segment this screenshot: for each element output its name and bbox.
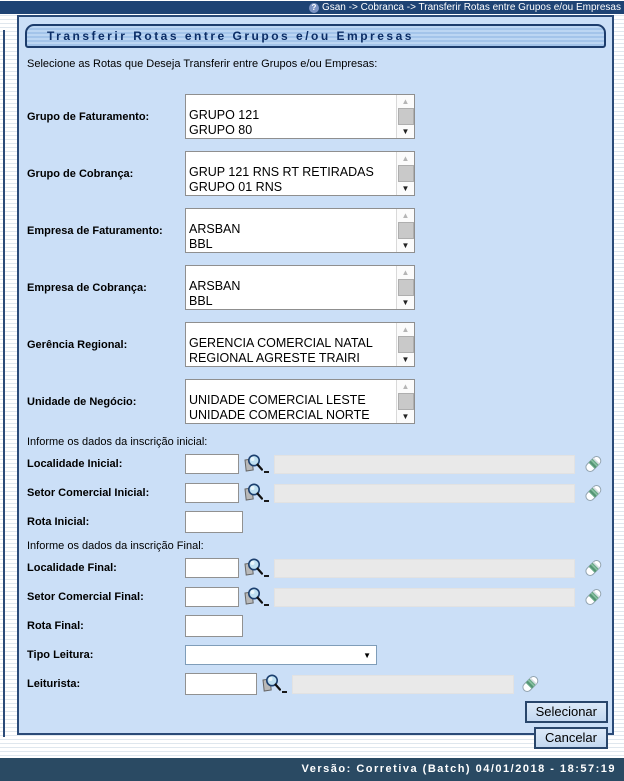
- left-frame-divider: [3, 30, 5, 737]
- eraser-icon[interactable]: [582, 557, 604, 579]
- list-option-blank[interactable]: [186, 323, 414, 336]
- scrollbar[interactable]: [396, 266, 414, 309]
- search-icon[interactable]: [241, 482, 263, 504]
- link-underscore: [264, 471, 269, 473]
- gerencia-regional-listbox[interactable]: [185, 322, 415, 367]
- list-option[interactable]: ARSBAN: [189, 222, 241, 236]
- row-grupo-faturamento: [19, 94, 612, 139]
- empresa-cobranca-label: Empresa de Cobrança:: [27, 281, 147, 294]
- localidade-final-label: Localidade Final:: [27, 562, 117, 574]
- unidade-negocio-listbox[interactable]: [185, 379, 415, 424]
- scroll-up-icon[interactable]: ▲: [401, 211, 410, 220]
- scroll-up-icon[interactable]: ▲: [401, 268, 410, 277]
- intro-text: Selecione as Rotas que Deseja Transferir entre Grupos e/ou Empresas:: [27, 58, 378, 70]
- scroll-down-icon[interactable]: ▼: [401, 355, 410, 364]
- list-option-blank[interactable]: [186, 152, 414, 165]
- eraser-icon[interactable]: [582, 482, 604, 504]
- grupo-faturamento-label: Grupo de Faturamento:: [27, 110, 150, 123]
- search-icon[interactable]: [241, 557, 263, 579]
- version-bar: Versão: Corretiva (Batch) 04/01/2018 - 18:57:19: [0, 758, 624, 781]
- scroll-up-icon[interactable]: ▲: [401, 382, 410, 391]
- search-icon[interactable]: [241, 453, 263, 475]
- scroll-down-icon[interactable]: ▼: [401, 298, 410, 307]
- scroll-down-icon[interactable]: ▼: [401, 127, 410, 136]
- list-option[interactable]: BBL: [189, 237, 213, 251]
- action-buttons: [19, 701, 608, 749]
- setor-inicial-label: Setor Comercial Inicial:: [27, 487, 150, 499]
- row-empresa-cobranca: [19, 265, 612, 310]
- row-rota-final: [19, 614, 612, 638]
- leiturista-display: [292, 675, 514, 694]
- list-option[interactable]: ARSBAN: [189, 279, 241, 293]
- link-underscore: [264, 604, 269, 606]
- scroll-down-icon[interactable]: ▼: [401, 241, 410, 250]
- gerencia-regional-label: Gerência Regional:: [27, 338, 128, 351]
- page-title: Transferir Rotas entre Grupos e/ou Empresas: [25, 24, 606, 48]
- localidade-inicial-label: Localidade Inicial:: [27, 458, 123, 470]
- list-option[interactable]: GRUPO 80: [189, 123, 253, 137]
- setor-final-display: [274, 588, 575, 607]
- row-setor-final: [19, 585, 612, 609]
- scroll-up-icon[interactable]: ▲: [401, 325, 410, 334]
- row-tipo-leitura: [19, 643, 612, 667]
- row-empresa-faturamento: [19, 208, 612, 253]
- tipo-leitura-label: Tipo Leitura:: [27, 649, 94, 661]
- list-option[interactable]: GERENCIA COMERCIAL NATAL: [189, 336, 373, 350]
- rota-final-input[interactable]: [185, 615, 243, 637]
- multiselect-group: [19, 94, 612, 424]
- list-option-blank[interactable]: [186, 95, 414, 108]
- grupo-cobranca-listbox[interactable]: [185, 151, 415, 196]
- eraser-icon[interactable]: [519, 673, 541, 695]
- eraser-icon[interactable]: [582, 453, 604, 475]
- scroll-up-icon[interactable]: ▲: [401, 97, 410, 106]
- cancelar-button[interactable]: Cancelar: [534, 727, 608, 749]
- list-option[interactable]: GRUPO 01 RNS: [189, 180, 283, 194]
- unidade-negocio-label: Unidade de Negócio:: [27, 395, 137, 408]
- eraser-icon[interactable]: [582, 586, 604, 608]
- scrollbar[interactable]: [396, 380, 414, 423]
- tipo-leitura-select[interactable]: [185, 645, 377, 665]
- list-option-blank[interactable]: [186, 209, 414, 222]
- list-option[interactable]: GRUPO 121: [189, 108, 260, 122]
- list-option-blank[interactable]: [186, 380, 414, 393]
- rota-final-label: Rota Final:: [27, 620, 84, 632]
- list-option[interactable]: REGIONAL AGRESTE TRAIRI: [189, 351, 360, 365]
- scroll-thumb[interactable]: [398, 279, 414, 296]
- empresa-cobranca-listbox[interactable]: [185, 265, 415, 310]
- link-underscore: [264, 575, 269, 577]
- row-grupo-cobranca: [19, 151, 612, 196]
- empresa-faturamento-label: Empresa de Faturamento:: [27, 224, 163, 237]
- grupo-faturamento-listbox[interactable]: [185, 94, 415, 139]
- grupo-cobranca-label: Grupo de Cobrança:: [27, 167, 134, 180]
- breadcrumb-bar: [0, 1, 624, 14]
- transfer-routes-form: [17, 15, 614, 745]
- row-rota-inicial: [19, 510, 612, 534]
- setor-inicial-input[interactable]: [185, 483, 239, 503]
- scroll-thumb[interactable]: [398, 165, 414, 182]
- row-leiturista: [19, 672, 612, 696]
- localidade-final-input[interactable]: [185, 558, 239, 578]
- leiturista-input[interactable]: [185, 673, 257, 695]
- row-localidade-final: [19, 556, 612, 580]
- list-option[interactable]: UNIDADE COMERCIAL LESTE: [189, 393, 366, 407]
- leiturista-label: Leiturista:: [27, 678, 81, 690]
- scrollbar[interactable]: [396, 323, 414, 366]
- setor-final-label: Setor Comercial Final:: [27, 591, 144, 603]
- empresa-faturamento-listbox[interactable]: [185, 208, 415, 253]
- setor-final-input[interactable]: [185, 587, 239, 607]
- breadcrumb: Gsan -> Cobranca -> Transferir Rotas entre Grupos e/ou Empresas: [321, 2, 621, 13]
- search-icon[interactable]: [259, 673, 281, 695]
- help-icon[interactable]: ?: [309, 3, 319, 13]
- link-underscore: [264, 500, 269, 502]
- scroll-down-icon[interactable]: ▼: [401, 412, 410, 421]
- list-option[interactable]: UNIDADE COMERCIAL NORTE: [189, 408, 370, 422]
- selecionar-button[interactable]: Selecionar: [525, 701, 608, 723]
- setor-inicial-display: [274, 484, 575, 503]
- row-unidade-negocio: [19, 379, 612, 424]
- localidade-inicial-input[interactable]: [185, 454, 239, 474]
- rota-inicial-input[interactable]: [185, 511, 243, 533]
- localidade-final-display: [274, 559, 575, 578]
- scroll-thumb[interactable]: [398, 222, 414, 239]
- list-option[interactable]: BBL: [189, 294, 213, 308]
- row-localidade-inicial: [19, 452, 612, 476]
- link-underscore: [282, 691, 287, 693]
- chevron-down-icon: ▼: [363, 651, 371, 660]
- section-heading-inicial: Informe os dados da inscrição inicial:: [27, 436, 208, 448]
- scroll-down-icon[interactable]: ▼: [401, 184, 410, 193]
- row-gerencia-regional: [19, 322, 612, 367]
- scroll-thumb[interactable]: [398, 393, 414, 410]
- scrollbar[interactable]: [396, 152, 414, 195]
- list-option-blank[interactable]: [186, 266, 414, 279]
- scrollbar[interactable]: [396, 95, 414, 138]
- section-heading-final: Informe os dados da inscrição Final:: [27, 540, 204, 552]
- scrollbar[interactable]: [396, 209, 414, 252]
- localidade-inicial-display: [274, 455, 575, 474]
- search-icon[interactable]: [241, 586, 263, 608]
- scroll-thumb[interactable]: [398, 108, 414, 125]
- rota-inicial-label: Rota Inicial:: [27, 516, 90, 528]
- scroll-thumb[interactable]: [398, 336, 414, 353]
- list-option[interactable]: GRUP 121 RNS RT RETIRADAS: [189, 165, 374, 179]
- row-setor-inicial: [19, 481, 612, 505]
- scroll-up-icon[interactable]: ▲: [401, 154, 410, 163]
